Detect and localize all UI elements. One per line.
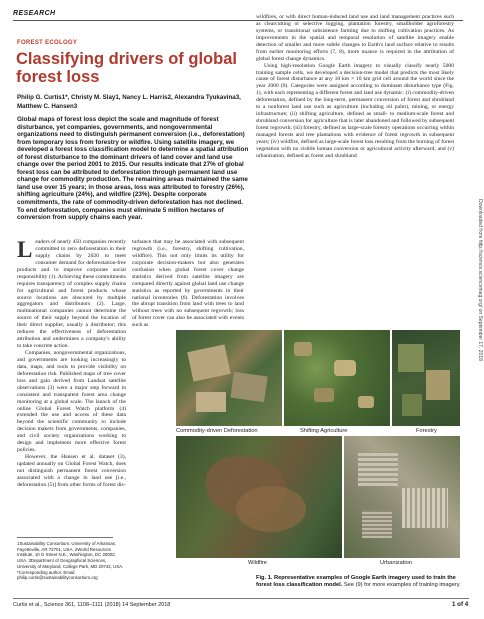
label-commodity: Commodity-driven Deforestation	[176, 428, 258, 434]
satellite-image-shifting	[284, 330, 390, 426]
citation-footer: Curtis et al., Science 361, 1108–1111 (2018) 14 September 2018	[13, 602, 171, 608]
satellite-image-wildfire	[176, 436, 342, 558]
footnotes: 1Sustainability Consortium, University of Arkansas, Fayetteville, AR 72701, USA. 2World Resources Institute, 10 G Street N.E., Washington, DC 20002, USA. 3Department of Geographical Sciences, University of Maryland, College Park, MD 20742, USA. *Corresponding author. Email: philip.curtis@sustainabilityconsortium.org	[17, 541, 124, 581]
body-column-left	[17, 239, 126, 489]
satellite-image-urbanization	[344, 436, 460, 558]
drop-cap: L	[17, 237, 33, 262]
author-list: Philip G. Curtis1*, Christy M. Slay1, Nancy L. Harris2, Alexandra Tyukavina3, Matthew C. Hansen3	[17, 94, 241, 110]
body-column-right	[256, 14, 454, 160]
satellite-image-commodity	[176, 330, 282, 426]
footnote-rule	[17, 537, 113, 538]
abstract: Global maps of forest loss depict the scale and magnitude of forest disturbance, yet companies, governments, and nongovernmental organizations need to distinguish permanent conversion (i.e., deforestation) from temporary loss from forestry or wildfire. Using satellite imagery, we developed a forest loss classification model to determine a spatial attribution of forest disturbance to the dominant drivers of land cover and land use change over the period 2001 to 2015. Our results indicate that 27% of global forest loss can be attributed to deforestation through permanent land use change for commodity production. The remaining areas maintained the same land use over 15 years; in those areas, loss was attributed to forestry (26%), shifting agriculture (24%), and wildfire (23%). Despite corporate commitments, the rate of commodity-driven deforestation has not declined. To end deforestation, companies must eliminate 5 million hectares of conversion from supply chains each year.	[17, 116, 249, 222]
footer-rule	[13, 598, 469, 599]
label-urbanization: Urbanization	[380, 560, 412, 566]
body-paragraph: Companies, nongovernmental organizations, and governments are looking increasingly to data, maps, and tools to provide visibility on deforestation risk. Published maps of tree cover loss and gain derived from Landsat satellite observations (3) were a major step forward in consistent and transparent forest area change monitoring at a global scale. The launch of the online Global Forest Watch platform (4) extended the use and access of these data beyond the scientific community to include decision makers from governments, companies, and civil society organizations working to design and implement more effective forest policies.	[17, 350, 126, 454]
label-shifting: Shifting Agriculture	[300, 428, 348, 434]
body-column-middle	[132, 239, 244, 329]
page-number: 1 of 4	[452, 601, 469, 608]
body-paragraph: wildfires, or with direct human-induced land use and land management practices such as clearcutting or selective logging, plantation forestry, smallholder agroforestry systems, or transitional subsistence farming due to shifting cultivation practices. As improvements in the spatial and temporal resolution of satellite imagery enable detection of smaller and more subtle changes to Earth's land surface relative to results from earlier monitoring efforts (7, 8), more nuance is required in the attribution of global forest change dynamics.	[256, 14, 454, 62]
body-paragraph: Using high-resolution Google Earth imagery to visually classify nearly 5000 training sample cells, we developed a decision-tree model that predicts the most likely cause of forest disturbance at any 10 km × 10 km grid cell around the world since the year 2000 (9). Categories were assigned according to dominant disturbance type (Fig. 1), with each representing a different forest and land use dynamic: (i) commodity-driven deforestation, defined by the long-term, permanent conversion of forest and shrubland to a nonforest land use such as agriculture (including oil palm), mining, or energy infrastructure; (ii) shifting agriculture, defined as small- to medium-scale forest and shrubland conversion for agriculture that is later abandoned and followed by subsequent forest regrowth; (iii) forestry, defined as large-scale forestry operations occurring within managed forests and tree plantations with evidence of forest regrowth in subsequent years; (iv) wildfire, defined as large-scale forest loss resulting from the burning of forest vegetation with no visible human conversion or agricultural activity afterward; and (v) urbanization, defined as forest and shrubland	[256, 62, 454, 159]
section-label: RESEARCH	[13, 10, 56, 17]
body-paragraph: turbance that may be associated with subsequent regrowth (i.e., forestry, shifting cultivation, wildfire). This not only limits its utility for corporate decision-makers but also generates confusion when global forest cover change statistics derived from satellite imagery are compared directly against global land use change statistics as reported by governments in their national inventories (6). Deforestation involves the abrupt transition from land with trees to land without trees with no subsequent regrowth; loss of forest cover can also be associated with events such as	[132, 239, 244, 329]
article-kicker: FOREST ECOLOGY	[17, 40, 78, 46]
article-title: Classifying drivers of global forest loss	[16, 50, 237, 86]
body-paragraph: Leaders of nearly 450 companies recently committed to zero deforestation in their supply chains by 2020 to meet consumer demand for deforestation-free products and to improve corporate social responsibility (1). Achieving these commitments requires transparency of complex supply chains for agricultural and forest products whose source locations are obscured by multiple aggregators and distributors (2). Large, multinational companies cannot determine the source of their supply beyond the location of their direct supplier, usually a distributor; this reduces the effectiveness of deforestation attribution and undermines a company's ability to take concrete action.	[17, 237, 126, 350]
figure-caption: Fig. 1. Representative examples of Google Earth imagery used to train the forest loss classification model. See (9) for more examples of training imagery.	[256, 575, 461, 588]
body-paragraph: However, the Hansen et al. dataset (3), updated annually on Global Forest Watch, does not distinguish permanent forest conversion associated with a change in land use [i.e., deforestation (5)] from other forms of forest dis-	[17, 454, 126, 488]
label-wildfire: Wildfire	[248, 560, 267, 566]
label-forestry: Forestry	[416, 428, 437, 434]
satellite-image-forestry	[392, 330, 460, 426]
download-watermark: Downloaded from http://science.sciencemag.org/ on September 17, 2018	[477, 199, 483, 361]
